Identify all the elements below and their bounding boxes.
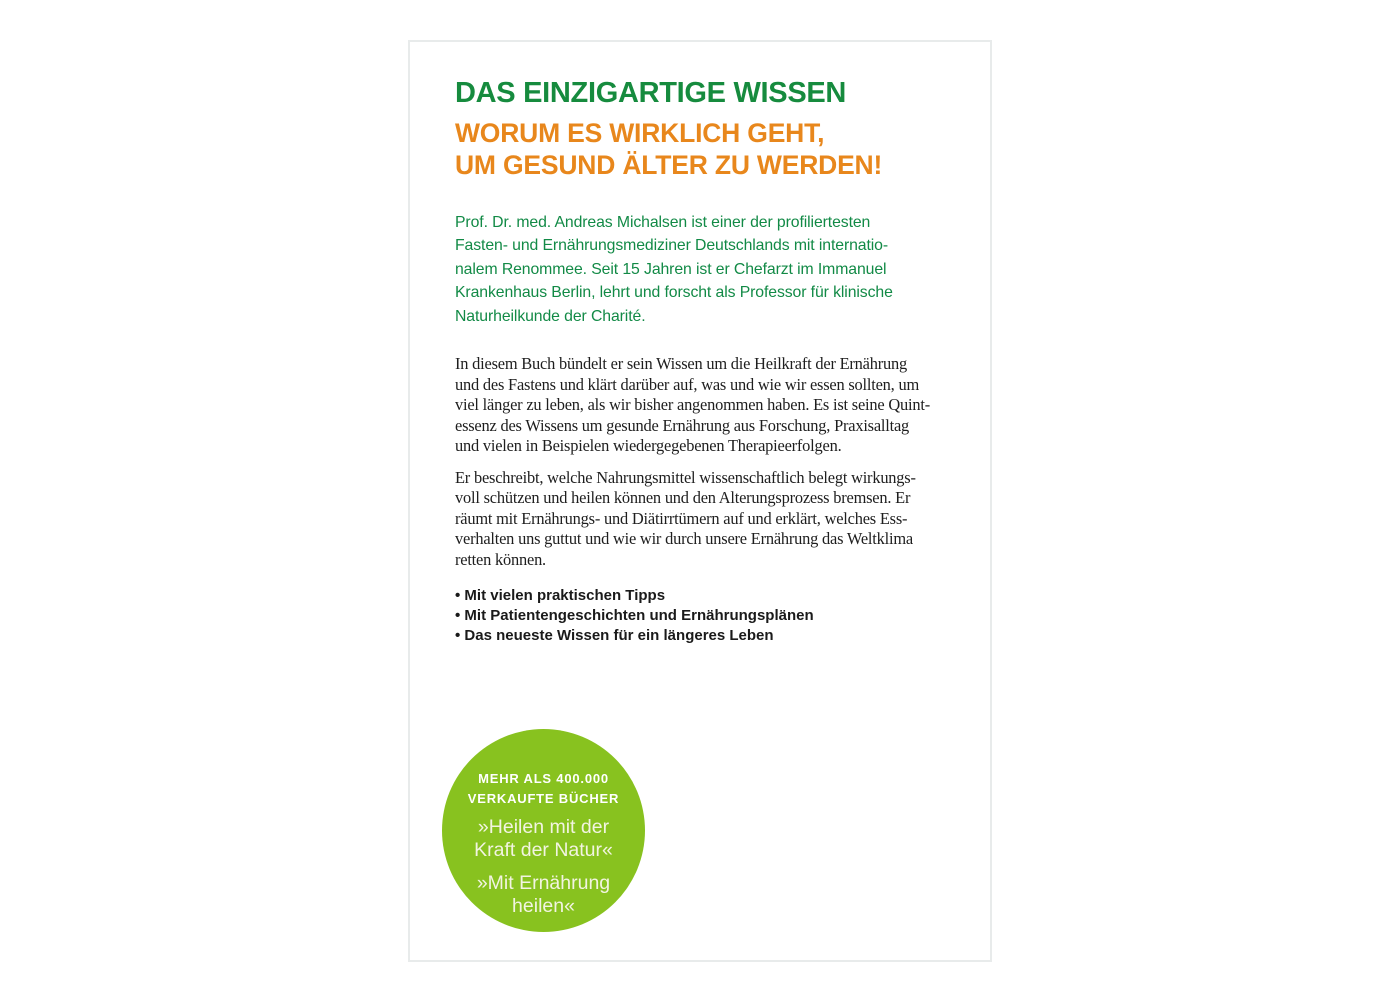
paragraph-line: und des Fastens und klärt darüber auf, was und wie wir essen sollten, um (455, 374, 920, 394)
book-title-quote-1 (442, 816, 645, 862)
subtitle-line: WORUM ES WIRKLICH GEHT, (455, 118, 825, 148)
list-item: • Mit Patientengeschichten und Ernährungsplänen (455, 606, 990, 626)
paragraph-line: In diesem Buch bündelt er sein Wissen um die Heilkraft der Ernährung (455, 354, 907, 374)
paragraph-line: essenz des Wissens um gesunde Ernährung aus Forschung, Praxisalltag (455, 415, 910, 435)
paragraph-line: Er beschreibt, welche Nahrungsmittel wissenschaftlich belegt wirkungs- (455, 467, 916, 487)
author-bio-line: nalem Renommee. Seit 15 Jahren ist er Chefarzt im Immanuel (455, 260, 887, 278)
author-bio-line: Naturheilkunde der Charité. (455, 307, 646, 325)
sales-badge-header (442, 769, 645, 809)
sales-badge-header-line: MEHR ALS 400.000 (478, 771, 609, 787)
quote-line: »Heilen mit der (477, 816, 610, 839)
paragraph-line: viel länger zu leben, als wir bisher angenommen haben. Es ist seine Quint- (455, 395, 930, 415)
feature-list (455, 586, 990, 646)
sales-badge-circle (442, 729, 645, 932)
author-bio (455, 211, 990, 328)
subtitle-line: UM GESUND ÄLTER ZU WERDEN! (455, 150, 883, 180)
paragraph-line: und vielen in Beispielen wiedergegebenen Therapieerfolgen. (455, 436, 842, 456)
quote-line: Kraft der Natur« (474, 839, 613, 862)
author-bio-line: Fasten- und Ernährungsmediziner Deutschlands mit internatio- (455, 237, 889, 255)
paragraph-line: voll schützen und heilen können und den Alterungsprozess bremsen. Er (455, 488, 911, 508)
list-item: • Das neueste Wissen für ein längeres Leben (455, 626, 990, 646)
sales-badge-header-line: VERKAUFTE BÜCHER (467, 791, 620, 807)
book-back-cover (408, 40, 992, 962)
book-title-quote-2 (442, 872, 645, 918)
list-item: • Mit vielen praktischen Tipps (455, 586, 990, 606)
author-bio-line: Prof. Dr. med. Andreas Michalsen ist einer der profiliertesten (455, 214, 871, 231)
subtitle (455, 117, 990, 181)
description-paragraph-1 (455, 354, 990, 457)
author-bio-line: Krankenhaus Berlin, lehrt und forscht als Professor für klinische (455, 284, 893, 302)
quote-line: »Mit Ernährung (476, 872, 611, 895)
description-paragraph-2 (455, 468, 990, 571)
paragraph-line: räumt mit Ernährungs- und Diätirrtümern auf und erklärt, welches Ess- (455, 508, 908, 528)
quote-line: heilen« (512, 895, 575, 918)
page-title: DAS EINZIGARTIGE WISSEN (455, 77, 847, 109)
paragraph-line: verhalten uns guttut und wie wir durch unsere Ernährung das Weltklima (455, 529, 913, 549)
paragraph-line: retten können. (455, 549, 546, 569)
